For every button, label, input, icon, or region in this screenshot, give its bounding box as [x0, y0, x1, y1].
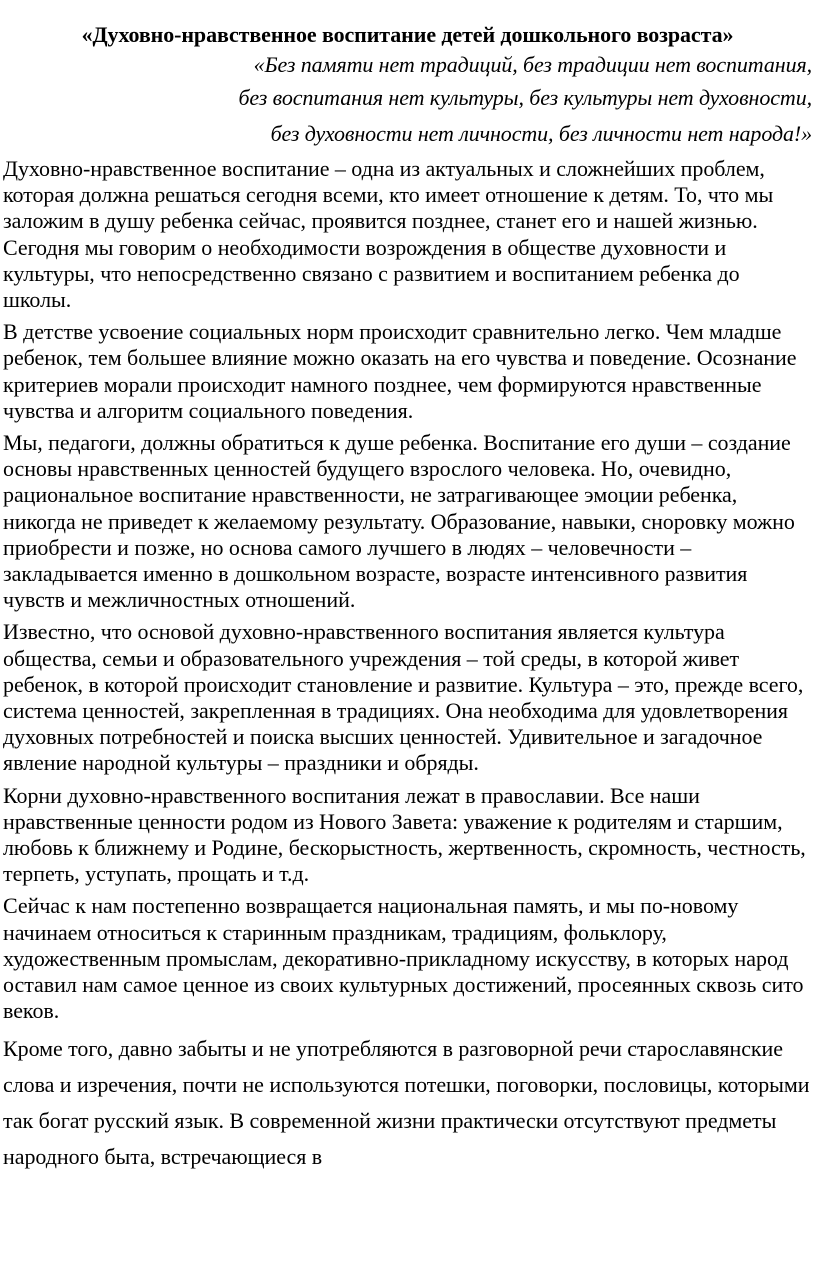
epigraph-line: «Без памяти нет традиций, без традиции нет воспитания, — [253, 52, 812, 77]
paragraph: В детстве усвоение социальных норм происходит сравнительно легко. Чем младше ребенок, тем большее влияние можно оказать на его чувства и поведение. Осознание критериев морали происходит намного позднее, чем формируются нравственные чувства и алгоритм социального поведения. — [3, 319, 797, 423]
document-body — [3, 156, 812, 1175]
paragraph: Корни духовно-нравственного воспитания лежат в православии. Все наши нравственные ценности родом из Нового Завета: уважение к родителям и старшим, любовь к ближнему и Родине, бескорыстность, жертвенность, скромность, честность, терпеть, уступать, прощать и т.д. — [3, 782, 806, 887]
epigraph-line: без духовности нет личности, без личности нет народа!» — [270, 121, 812, 146]
paragraph: Известно, что основой духовно-нравственного воспитания является культура общества, семьи и образовательного учреждения – той среды, в которой живет ребенок, в которой происходит становление и развитие. Культура – это, прежде всего, система ценностей, закрепленная в традициях. Она необходима для удовлетворения духовных потребностей и поиска высших ценностей. Удивительное и загадочное явление народной культуры – праздники и обряды. — [3, 619, 804, 776]
paragraph: Сейчас к нам постепенно возвращается национальная память, и мы по-новому начинаем относиться к старинным праздникам, традициям, фольклору, художественным промыслам, декоративно-прикладному искусству, в которых народ оставил нам самое ценное из своих культурных достижений, просеянных сквозь сито веков. — [3, 893, 804, 1024]
paragraph: Мы, педагоги, должны обратиться к душе ребенка. Воспитание его души – создание основы нравственных ценностей будущего взрослого человека. Но, очевидно, рациональное воспитание нравственности, не затрагивающее эмоции ребенка, никогда не приведет к желаемому результату. Образование, навыки, сноровку можно приобрести и позже, но основа самого лучшего в людях – человечности – закладывается именно в дошкольном возрасте, возрасте интенсивного развития чувств и межличностных отношений. — [3, 430, 795, 613]
paragraph: Кроме того, давно забыты и не употребляются в разговорной речи старославянские слова и изречения, почти не используются потешки, поговорки, пословицы, которыми так богат русский язык. В современной жизни практически отсутствуют предметы народного быта, встречающиеся в — [3, 1035, 810, 1169]
paragraph: Духовно-нравственное воспитание – одна из актуальных и сложнейших проблем, которая должна решаться сегодня всеми, кто имеет отношение к детям. То, что мы заложим в душу ребенка сейчас, проявится позднее, станет его и нашей жизнью. Сегодня мы говорим о необходимости возрождения в обществе духовности и культуры, что непосредственно связано с развитием и воспитанием ребенка до школы. — [3, 156, 774, 313]
epigraph-line: без воспитания нет культуры, без культуры нет духовности, — [238, 85, 812, 110]
document-title: «Духовно-нравственное воспитание детей дошкольного возраста» — [81, 22, 734, 47]
epigraph — [3, 50, 812, 152]
